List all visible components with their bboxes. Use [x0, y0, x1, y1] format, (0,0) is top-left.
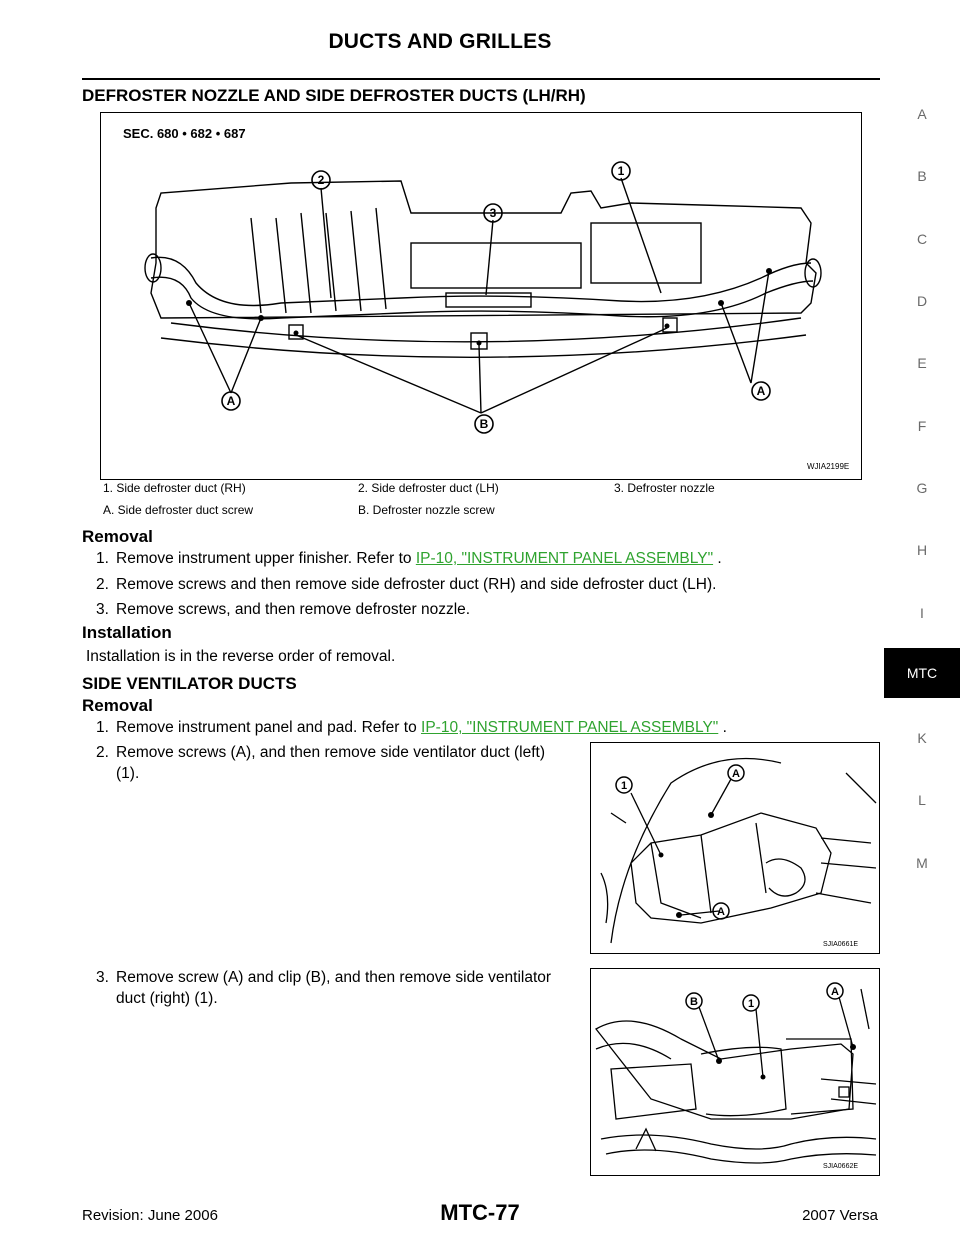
vent-left-callout-a-top: A [732, 768, 740, 780]
footer-model: 2007 Versa [802, 1207, 878, 1224]
figure-defroster-assembly [100, 112, 862, 480]
index-tab-e[interactable]: E [917, 355, 927, 371]
figure-code-2: SJIA0661E [823, 941, 859, 948]
vent-right-callout-a: A [831, 986, 839, 998]
removal-step-1: 1. Remove instrument upper finisher. Refer to IP-10, "INSTRUMENT PANEL ASSEMBLY" . [96, 550, 722, 567]
index-tab-f[interactable]: F [917, 418, 927, 434]
callout-a-left: A [226, 394, 236, 408]
figure-vent-duct-left [590, 742, 880, 954]
vent-left-diagram [591, 743, 879, 953]
figure-vent-duct-right [590, 968, 880, 1176]
figure-code-1: WJIA2199E [807, 462, 850, 471]
index-tab-h[interactable]: H [916, 542, 928, 558]
callout-b: B [479, 417, 489, 431]
figure-code-3: SJIA0662E [823, 1163, 859, 1170]
section-title-defroster: DEFROSTER NOZZLE AND SIDE DEFROSTER DUCTS (LH/RH) [82, 86, 586, 105]
vent-left-callout-1: 1 [620, 780, 628, 792]
index-tab-mtc-active[interactable]: MTC [884, 648, 960, 698]
index-tab-m[interactable]: M [916, 855, 928, 871]
removal-heading-2: Removal [82, 696, 153, 715]
footer-revision: Revision: June 2006 [82, 1207, 218, 1224]
installation-text: Installation is in the reverse order of removal. [86, 648, 396, 665]
removal-step-3: 3. Remove screws, and then remove defroster nozzle. [96, 601, 471, 618]
legend-item-a: A. Side defroster duct screw [103, 503, 254, 517]
vent-step-1: 1. Remove instrument panel and pad. Refer to IP-10, "INSTRUMENT PANEL ASSEMBLY" . [96, 719, 727, 736]
legend-item-2: 2. Side defroster duct (LH) [358, 481, 499, 495]
legend-item-1: 1. Side defroster duct (RH) [103, 481, 246, 495]
index-tab-b[interactable]: B [917, 168, 927, 184]
ref-link-ip10-2[interactable]: IP-10, "INSTRUMENT PANEL ASSEMBLY" [421, 719, 719, 736]
vent-right-callout-1: 1 [747, 998, 755, 1010]
section-title-side-ventilator: SIDE VENTILATOR DUCTS [82, 674, 297, 693]
vent-left-callout-a-bottom: A [717, 906, 725, 918]
callout-1: 1 [617, 164, 625, 178]
vent-step-2: 2. Remove screws (A), and then remove side ventilator duct (left) (1). [96, 744, 546, 782]
page-header-title: DUCTS AND GRILLES [328, 30, 552, 53]
vent-right-callout-b: B [690, 996, 698, 1008]
index-tab-d[interactable]: D [916, 293, 928, 309]
footer-page-number: MTC-77 [440, 1200, 520, 1225]
vent-right-diagram [591, 969, 879, 1175]
legend-item-b: B. Defroster nozzle screw [358, 503, 495, 517]
sec-label: SEC. 680 • 682 • 687 [123, 126, 246, 141]
callout-2: 2 [317, 173, 325, 187]
index-tab-i[interactable]: I [920, 605, 924, 621]
ref-link-ip10[interactable]: IP-10, "INSTRUMENT PANEL ASSEMBLY" [415, 550, 714, 567]
callout-a-right: A [756, 384, 766, 398]
removal-step-2: 2. Remove screws and then remove side defroster duct (RH) and side defroster duct (LH). [96, 576, 717, 593]
index-tab-a[interactable]: A [917, 106, 927, 122]
index-tab-c[interactable]: C [916, 231, 928, 247]
index-tab-l[interactable]: L [918, 792, 926, 808]
callout-3: 3 [489, 206, 497, 220]
installation-heading: Installation [82, 623, 172, 642]
index-tab-k[interactable]: K [917, 730, 927, 746]
header-divider [82, 78, 880, 80]
vent-step-3: 3. Remove screw (A) and clip (B), and then remove side ventilator duct (right) (1). [96, 969, 552, 1007]
removal-heading-1: Removal [82, 527, 153, 546]
index-tab-g[interactable]: G [916, 480, 928, 496]
defroster-diagram [101, 113, 861, 479]
legend-item-3: 3. Defroster nozzle [614, 481, 715, 495]
